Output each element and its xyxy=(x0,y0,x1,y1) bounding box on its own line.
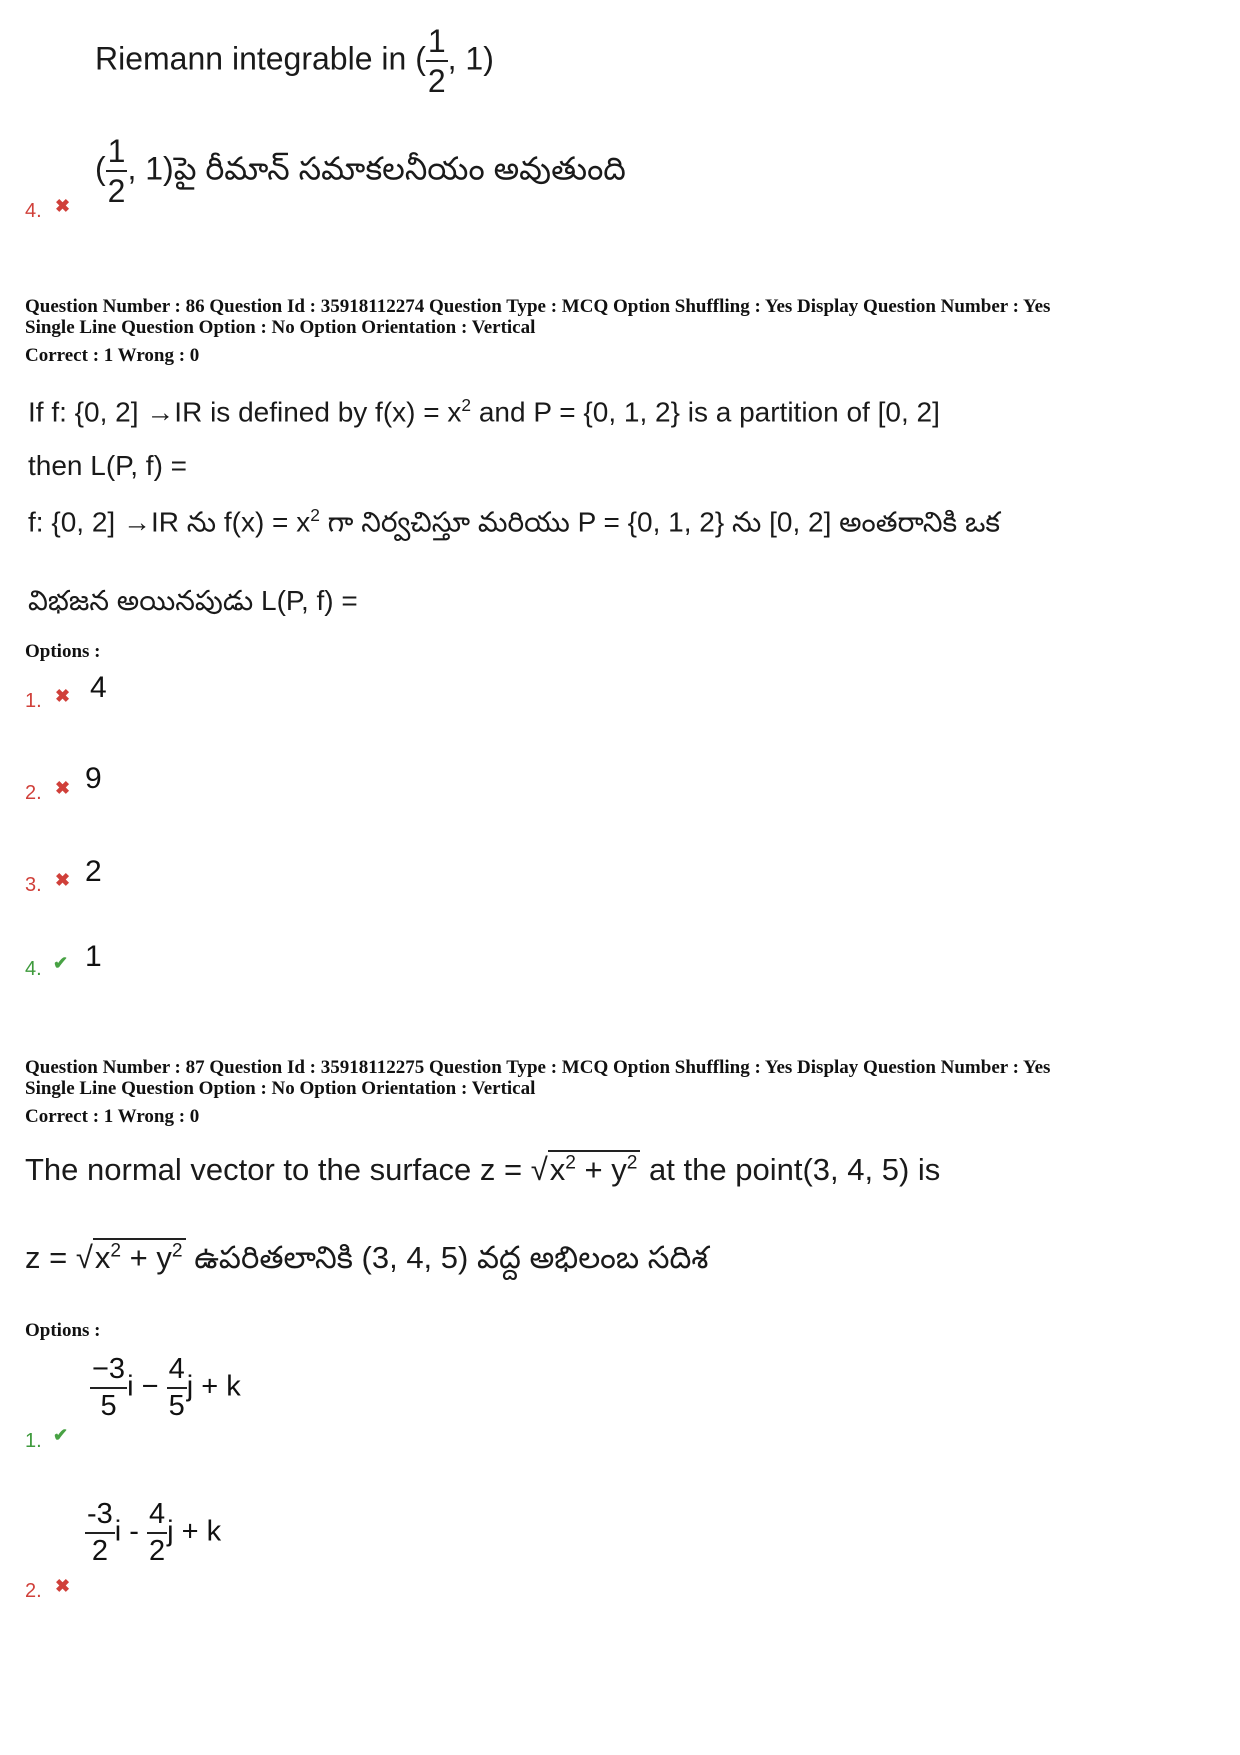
wrong-mark-icon: ✖ xyxy=(55,1576,71,1596)
option-value: 1 xyxy=(85,940,102,973)
question-meta-line1: Question Number : 87 Question Id : 35918112275 Question Type : MCQ Option Shuffling : Yes Display Question Number : Yes xyxy=(25,1057,1051,1078)
option-number: 1. xyxy=(25,690,42,712)
option-value: 4 xyxy=(90,671,107,704)
options-label: Options : xyxy=(25,1320,101,1341)
question-meta-line1: Question Number : 86 Question Id : 35918112274 Question Type : MCQ Option Shuffling : Yes Display Question Number : Yes xyxy=(25,296,1051,317)
option-number: 4. xyxy=(25,200,42,222)
question-text-telugu-line1: f: {0, 2] →IR ను $f(x) = x^2$ గా నిర్వచిస్తూ మరియు P = {0, 1, 2} ను [0, 2] అంతరానికి ఒక xyxy=(28,505,1001,538)
fraction: $\frac{-3}{5}$ xyxy=(92,1353,126,1422)
question-meta-line2: Single Line Question Option : No Option Orientation : Vertical xyxy=(25,317,536,338)
option-value: $\frac{-3}{5}$ i − $\frac{4}{5}$ j + k xyxy=(92,1353,241,1422)
option-value: $\frac{-3}{2}$ i - $\frac{4}{2}$ j + k xyxy=(87,1498,222,1567)
question-marking: Correct : 1 Wrong : 0 xyxy=(25,1106,200,1127)
option-number: 2. xyxy=(25,1580,42,1602)
sqrt-symbol: √ xyxy=(75,1240,93,1275)
radicand: $x^2 + y^2$ xyxy=(93,1238,186,1276)
question-text-telugu: $z = √x^2 + y^2$ ఉపరితలానికి (3, 4, 5) వద్ద అభిలంబ సదిశ xyxy=(25,1240,709,1275)
prev-option-english: Riemann integrable in ( $\frac{1}{2}$ , 1) xyxy=(95,23,494,99)
option-value: 9 xyxy=(85,762,102,795)
option-number: 4. xyxy=(25,958,42,980)
wrong-mark-icon: ✖ xyxy=(55,778,71,798)
wrong-mark-icon: ✖ xyxy=(55,196,71,216)
question-meta-line2: Single Line Question Option : No Option Orientation : Vertical xyxy=(25,1078,536,1099)
wrong-mark-icon: ✖ xyxy=(55,686,71,706)
correct-check-icon: ✔ xyxy=(53,953,69,973)
option-value: 2 xyxy=(85,855,102,888)
radicand: $x^2 + y^2$ xyxy=(548,1150,641,1188)
fraction: $\frac{4}{2}$ xyxy=(149,1498,166,1567)
question-text-english-line1: If f: {0, 2] →IR is defined by $f(x) = x^2$ and P = {0, 1, 2} is a partition of [0, 2] xyxy=(28,395,940,428)
correct-check-icon: ✔ xyxy=(53,1425,69,1445)
fraction: $\frac{1}{2}$ xyxy=(107,133,126,209)
wrong-mark-icon: ✖ xyxy=(55,870,71,890)
prev-option-telugu: ( $\frac{1}{2}$ , 1)పై రీమాన్ సమాకలనీయం అవుతుంది xyxy=(95,133,626,209)
sqrt-symbol: √ xyxy=(530,1152,548,1187)
fraction: $\frac{-3}{2}$ xyxy=(87,1498,113,1567)
option-number: 1. xyxy=(25,1430,42,1452)
question-text-english: The normal vector to the surface $z = √x^2 + y^2$ at the point(3, 4, 5) is xyxy=(25,1152,941,1187)
question-text-english-line2: then L(P, f) = xyxy=(28,450,188,481)
fraction: $\frac{1}{2}$ xyxy=(427,23,446,99)
option-number: 2. xyxy=(25,782,42,804)
fraction: $\frac{4}{5}$ xyxy=(168,1353,185,1422)
option-number: 3. xyxy=(25,874,42,896)
question-text-telugu-line2: విభజన అయినపుడు L(P, f) = xyxy=(28,585,358,616)
question-marking: Correct : 1 Wrong : 0 xyxy=(25,345,200,366)
options-label: Options : xyxy=(25,641,101,662)
